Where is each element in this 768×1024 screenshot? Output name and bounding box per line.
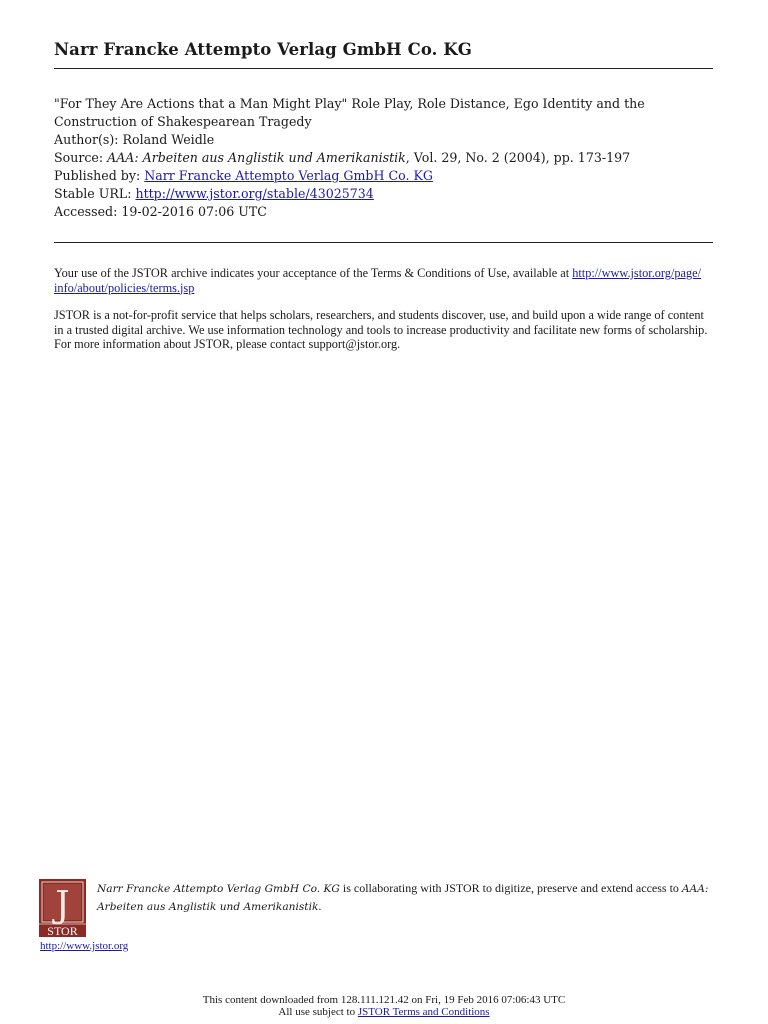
authors-label: Author(s): [54, 132, 123, 147]
collab-journal-part1: AAA: [681, 883, 709, 895]
terms-notice-prefix: All use subject to [278, 1006, 358, 1018]
jstor-home-link[interactable]: http://www.jstor.org [40, 940, 129, 952]
about-line1: JSTOR is a not-for-profit service that helps scholars, researchers, and students discover, use, and build upon a wide range of content [54, 308, 704, 322]
terms-conditions-link[interactable]: JSTOR Terms and Conditions [357, 1006, 490, 1018]
publisher-heading: Narr Francke Attempto Verlag GmbH Co. KG [54, 40, 472, 59]
source-journal: AAA: Arbeiten aus Anglistik und Amerikanistik [107, 150, 406, 165]
jstor-logo[interactable] [39, 879, 86, 937]
authors-value: Roland Weidle [122, 132, 215, 147]
jstor-logo-icon [39, 879, 86, 937]
collaboration-notice [97, 880, 722, 916]
collab-publisher: Narr Francke Attempto Verlag GmbH Co. KG [97, 883, 340, 895]
accessed-line [54, 203, 714, 221]
article-metadata [54, 95, 714, 221]
terms-notice [0, 1006, 768, 1018]
terms-text: Your use of the JSTOR archive indicates your acceptance of the Terms & Conditions of Use, available at [54, 266, 573, 280]
download-notice: This content downloaded from 128.111.121.42 on Fri, 19 Feb 2016 07:06:43 UTC [202, 994, 566, 1006]
article-title-line2: Construction of Shakespearean Tragedy [54, 114, 312, 129]
source-line [54, 149, 714, 167]
accessed-value: 19-02-2016 07:06 UTC [121, 204, 267, 219]
collab-text: is collaborating with JSTOR to digitize, preserve and extend access to [339, 881, 682, 895]
terms-link-part2[interactable]: info/about/policies/terms.jsp [54, 280, 195, 295]
published-by-line [54, 167, 714, 185]
collab-end: . [318, 899, 322, 913]
top-divider [54, 68, 713, 69]
source-label: Source: [54, 150, 108, 165]
terms-link-part1[interactable]: http://www.jstor.org/page/ [572, 266, 701, 280]
stable-url-link[interactable]: http://www.jstor.org/stable/43025734 [135, 186, 374, 201]
middle-divider [54, 242, 713, 243]
published-label: Published by: [54, 168, 145, 183]
stable-url-line [54, 185, 714, 203]
authors-line [54, 131, 714, 149]
accessed-label: Accessed: [54, 204, 122, 219]
terms-paragraph [54, 266, 716, 295]
article-title-line1: "For They Are Actions that a Man Might Play" Role Play, Role Distance, Ego Identity and the [54, 96, 645, 111]
svg-text:J: J [55, 885, 70, 926]
about-line2: in a trusted digital archive. We use information technology and tools to increase productivity and facilitate new forms of scholarship. [54, 322, 708, 337]
about-line3: For more information about JSTOR, please contact support@jstor.org. [54, 337, 401, 351]
stable-url-label: Stable URL: [54, 186, 136, 201]
collab-journal-part2: Arbeiten aus Anglistik und Amerikanistik [97, 901, 319, 913]
logo-label: STOR [47, 924, 78, 937]
publisher-link[interactable]: Narr Francke Attempto Verlag GmbH Co. KG [144, 168, 433, 183]
about-jstor-paragraph [54, 308, 716, 352]
source-details: , Vol. 29, No. 2 (2004), pp. 173-197 [405, 150, 631, 165]
